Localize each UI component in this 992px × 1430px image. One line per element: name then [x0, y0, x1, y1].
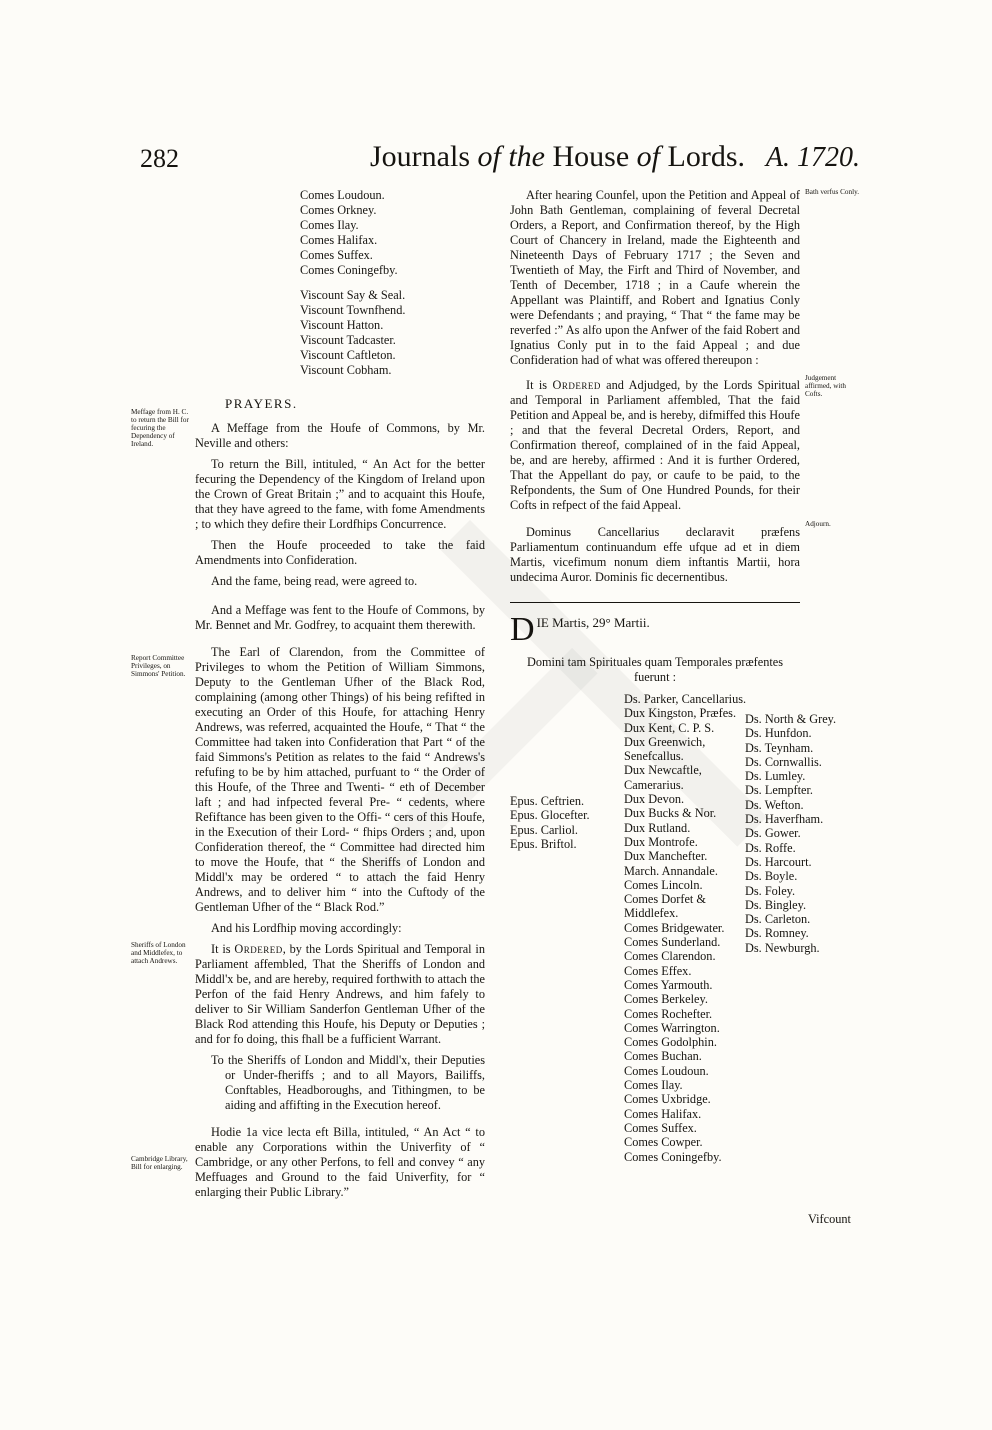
list-item: Dux Montrofe. [624, 834, 698, 849]
section-divider [510, 602, 800, 603]
list-item: Epus. Carliol. [510, 822, 578, 837]
list-item: Comes Halifax. [300, 233, 378, 247]
list-item: Dux Kent, C. P. S. [624, 720, 715, 735]
margin-note-adjourn: Adjourn. [805, 520, 831, 528]
list-item: Dux Newcaftle, Camerarius. [624, 763, 702, 792]
page-title: Journals of the House of Lords. [370, 140, 745, 173]
paragraph: After hearing Counfel, upon the Petition and Appeal of John Bath Gentleman, complaining of feveral Decretal Orders, a Report, and Confirmation thereof, by the High Court of Chancery in Ireland, made the Eighteenth and Nineteenth Days of February 1717 ; the Seven and Twentieth of May, the Firft and Third of November, and Tenth of December, 1718 ; in a Caufe wherein the Appellant was Plaintiff, and Robert and Ignatius Conly were Defendants ; and praying, “ That “ the fame may be reverfed :” As alfo upon the Anfwer of the faid Robert and Ignatius Conly put in to the faid Appeal ; and due Confideration had of what was offered thereupon : [510, 188, 800, 367]
catchword: Vifcount [808, 1212, 851, 1226]
paragraph: To return the Bill, intituled, “ An Act for the better fecuring the Dependency of the Kingdom of Ireland upon the Crown of Great Britain ;” and to acquaint this Houfe, that they have agreed to the fame, with fome Amendments ; to which they defire their Lordfhips Concurrence. [195, 457, 485, 531]
list-item: Comes Warrington. [624, 1020, 720, 1035]
list-item: Ds. Wefton. [745, 797, 804, 812]
list-item: Comes Suffex. [624, 1120, 697, 1135]
list-item: Ds. Boyle. [745, 869, 798, 884]
list-item: Epus. Glocefter. [510, 808, 590, 823]
margin-note-bath: Bath verfus Conly. [805, 188, 860, 196]
list-item: Epus. Ceftrien. [510, 794, 585, 808]
list-item: Comes Suffex. [300, 248, 373, 262]
section-heading-prayers: PRAYERS. [225, 396, 298, 411]
paragraph: A Meffage from the Houfe of Commons, by Mr. Neville and others: [195, 421, 485, 450]
list-item: Viscount Tadcaster. [300, 333, 396, 347]
list-item: Ds. Gower. [745, 826, 801, 841]
list-item: Comes Yarmouth. [624, 977, 713, 992]
paragraph: Then the Houfe proceeded to take the faid Amendments into Confideration. [195, 538, 485, 567]
list-item: Ds. Cornwallis. [745, 754, 822, 769]
running-header [140, 140, 860, 180]
list-item: Ds. Teynham. [745, 740, 814, 755]
list-item: Comes Bridgewater. [624, 920, 725, 935]
list-item: Comes Effex. [624, 963, 692, 978]
paragraph: Dominus Cancellarius declaravit præfens Parliamentum continuandum effe ufque ad et in diem Martis, vicefimum nonum diem inftantis Martii, hora undecima Auror. Dominis fic decernentibus. [510, 525, 800, 584]
drop-cap: D [510, 611, 535, 648]
right-column [510, 188, 800, 591]
list-item: March. Annandale. [624, 863, 718, 878]
list-item: Dux Bucks & Nor. [624, 806, 717, 821]
list-item: Comes Lincoln. [624, 877, 703, 892]
list-item: Ds. Romney. [745, 926, 809, 941]
list-item: Comes Ilay. [624, 1078, 683, 1093]
list-item: Comes Clarendon. [624, 949, 716, 964]
margin-note-cambridge: Cambridge Library, Bill for enlarging. [131, 1155, 188, 1171]
paragraph: The Earl of Clarendon, from the Committee of Privileges to whom the Petition of William Simmons, Deputy to the Gentleman Ufher of the Black Rod, complaining (among other Things) of his being refifted in executing an Order of this Houfe, for attaching Henry Andrews, was referred, acquainted the Houfe, “ That “ the Committee had taken into Confideration that Part “ of the faid Simmons's Petition as relates to the faid “ Andrews's refufing to be by him attached, purfuant to “ the Order of this Houfe, of the Three and Twenti- “ eth of December laft ; and had infpected feveral Pre- “ cedents, where Refiftance has been given to the Offi- “ cers of this Houfe, in the Execution of their Lord- “ fhips Orders ; and, upon Confideration thereof, the “ Committee had directed him to move the Houfe, that “ the Sheriffs of London and Middl'x may be ordered “ to attach the faid Henry Andrews, and to deliver him “ into the Cuftody of the Gentleman Ufher of the “ Black Rod.” [195, 645, 485, 914]
list-item: Comes Sunderland. [624, 935, 721, 950]
list-item: Dux Greenwich, Senefcallus. [624, 734, 706, 764]
list-item: Dux Rutland. [624, 820, 691, 835]
barons-list [745, 712, 855, 955]
date-heading: DIE Martis, 29° Martii. [510, 611, 650, 648]
margin-note-report: Report Committee Privileges, on Simmons' Petition. [131, 654, 186, 678]
list-item: Ds. Hunfdon. [745, 726, 812, 741]
list-item: Viscount Caftleton. [300, 348, 396, 362]
list-item: Ds. Bingley. [745, 897, 807, 912]
list-item: Comes Coningefby. [624, 1149, 722, 1164]
list-item: Comes Buchan. [624, 1049, 702, 1064]
list-item: Ds. Carleton. [745, 912, 811, 927]
year-label: A. 1720. [765, 142, 860, 173]
list-item: Comes Godolphin. [624, 1035, 717, 1050]
comes-list [300, 188, 485, 378]
margin-note-judgement: Judgement affirmed, with Cofts. [805, 374, 846, 398]
list-item: Comes Ilay. [300, 218, 359, 232]
list-item: Dux Manchefter. [624, 849, 708, 864]
paragraph-order: It is Ordered, by the Lords Spiritual and Temporal in Parliament affembled, That the Sheriffs of London and Middl'x be, and are hereby, required forthwith to attach the Perfon of the faid Henry Andrews, and him fafely to deliver to Sir William Sanderfon Gentleman Ufher of the Black Rod attending this Houfe, his Deputy or Deputies ; and for fo doing, this fhall be a fufficient Warrant. [195, 942, 485, 1046]
list-item: Ds. Haverfham. [745, 812, 824, 827]
list-item: Ds. Newburgh. [745, 940, 820, 955]
list-item: Comes Orkney. [300, 203, 377, 217]
bishops-list [510, 794, 590, 851]
paragraph: And his Lordfhip moving accordingly: [211, 921, 402, 935]
paragraph: Hodie 1a vice lecta eft Billa, intituled, “ An Act “ to enable any Corporations within the Univerfity of “ Cambridge, or any other Perfons, to fell and convey “ any Meffuages and Ground to the faid Univerfity, for “ enlarging their Public Library.” [195, 1125, 485, 1199]
list-item: Ds. Lempfter. [745, 783, 813, 798]
list-item: Ds. Harcourt. [745, 854, 812, 869]
list-item: Comes Uxbridge. [624, 1092, 711, 1107]
list-item: Viscount Cobham. [300, 363, 392, 377]
list-item: Comes Berkeley. [624, 992, 708, 1007]
paragraph-order: It is Ordered and Adjudged, by the Lords Spiritual and Temporal in Parliament affembled, That the faid Petition and Appeal be, and is hereby, difmiffed this Houfe ; and that the feveral Decretal Orders, Report, and Confirmation thereof, complained of in the faid Appeal, be, and are hereby, affirmed : And it is further Ordered, That the Appellant do pay, or caufe to be paid, to the Refpondents, the Sum of One Hundred Pounds, for their Cofts in refpect of the faid Appeal. [510, 378, 800, 512]
lords-list [624, 692, 749, 1164]
list-item: Dux Kingston, Præfes. [624, 706, 737, 721]
list-item: Ds. Lumley. [745, 769, 806, 784]
list-item: Viscount Townfhend. [300, 303, 406, 317]
list-item: Ds. Roffe. [745, 840, 796, 855]
page-number: 282 [140, 144, 179, 173]
attendance-intro: Domini tam Spirituales quam Temporales præfentes fuerunt : [526, 655, 784, 684]
list-item: Comes Rochefter. [624, 1006, 713, 1021]
list-item: Comes Loudoun. [624, 1063, 709, 1078]
list-item: Viscount Hatton. [300, 318, 384, 332]
warrant-address: To the Sheriffs of London and Middl'x, their Deputies or Under-fheriffs ; and to all Mayors, Bailiffs, Conftables, Headboroughs, and Tithingmen, to be aiding and affifting in the Execution hereof. [211, 1053, 485, 1112]
list-item: Comes Dorfet & Middlefex. [624, 892, 706, 921]
paragraph: And the fame, being read, were agreed to. [211, 574, 418, 588]
list-item: Comes Coningefby. [300, 263, 398, 277]
paragraph: And a Meffage was fent to the Houfe of Commons, by Mr. Bennet and Mr. Godfrey, to acquaint them therewith. [195, 603, 485, 632]
list-item: Comes Cowper. [624, 1135, 703, 1150]
list-item: Comes Loudoun. [300, 188, 385, 202]
list-item: Viscount Say & Seal. [300, 288, 406, 302]
margin-note-sheriffs: Sheriffs of London and Middlefex, to attach Andrews. [131, 941, 186, 965]
list-item: Ds. Foley. [745, 883, 796, 898]
left-column [195, 188, 485, 1206]
list-item: Comes Halifax. [624, 1106, 702, 1121]
list-item: Dux Devon. [624, 792, 685, 807]
list-item: Ds. Parker, Cancellarius. [624, 692, 747, 706]
margin-note-message: Meffage from H. C. to return the Bill for fecuring the Dependency of Ireland. [131, 408, 189, 448]
list-item: Ds. North & Grey. [745, 712, 837, 726]
list-item: Epus. Briftol. [510, 836, 577, 851]
